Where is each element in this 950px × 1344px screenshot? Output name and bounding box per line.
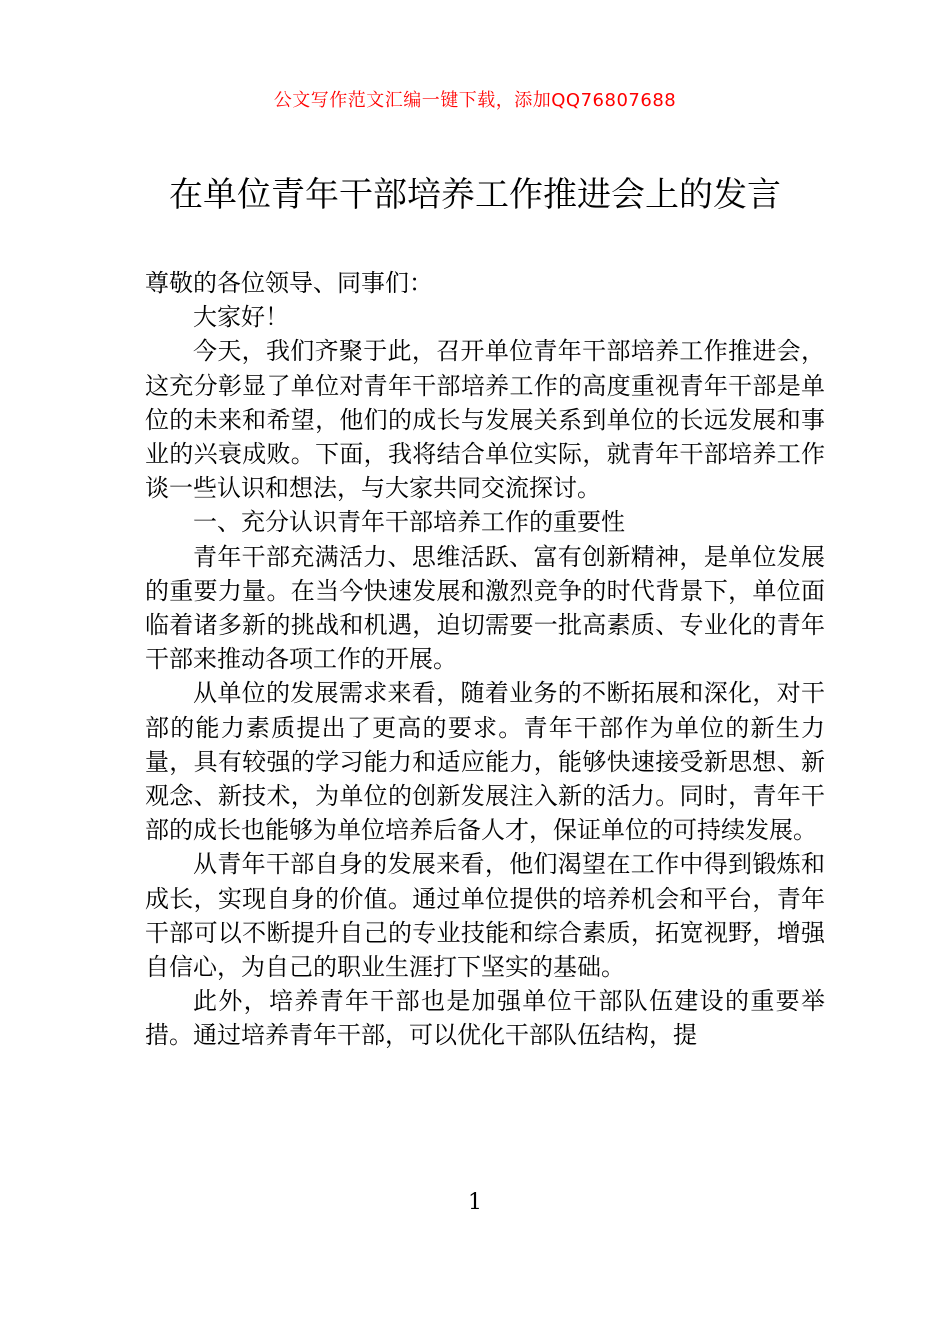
body-paragraph: 青年干部充满活力、思维活跃、富有创新精神，是单位发展的重要力量。在当今快速发展和激烈竞争的时代背景下，单位面临着诸多新的挑战和机遇，迫切需要一批高素质、专业化的青年干部来推动各项工作的开展。: [145, 542, 825, 674]
document-title: 在单位青年干部培养工作推进会上的发言: [169, 175, 781, 215]
page-number: 1: [468, 1190, 482, 1215]
salutation: 尊敬的各位领导、同事们：: [145, 269, 433, 297]
document-body: [145, 266, 825, 1053]
download-promo-note: 公文写作范文汇编一键下载，添加QQ76807688: [273, 90, 677, 111]
body-paragraph: 从青年干部自身的发展来看，他们渴望在工作中得到锻炼和成长，实现自身的价值。通过单位提供的培养机会和平台，青年干部可以不断提升自己的专业技能和综合素质，拓宽视野，增强自信心，为自己的职业生涯打下坚实的基础。: [145, 850, 825, 982]
body-paragraph: 从单位的发展需求来看，随着业务的不断拓展和深化，对干部的能力素质提出了更高的要求。青年干部作为单位的新生力量，具有较强的学习能力和适应能力，能够快速接受新思想、新观念、新技术，为单位的创新发展注入新的活力。同时，青年干部的成长也能够为单位培养后备人才，保证单位的可持续发展。: [145, 679, 825, 845]
greeting-paragraph: 大家好！: [193, 303, 289, 332]
intro-paragraph: 今天，我们齐聚于此，召开单位青年干部培养工作推进会，这充分彰显了单位对青年干部培养工作的高度重视青年干部是单位的未来和希望，他们的成长与发展关系到单位的长远发展和事业的兴衰成败。下面，我将结合单位实际，就青年干部培养工作谈一些认识和想法，与大家共同交流探讨。: [145, 337, 825, 503]
body-paragraph: 此外，培养青年干部也是加强单位干部队伍建设的重要举措。通过培养青年干部，可以优化干部队伍结构，提: [145, 987, 825, 1050]
section-heading-1: 一、充分认识青年干部培养工作的重要性: [193, 508, 625, 537]
